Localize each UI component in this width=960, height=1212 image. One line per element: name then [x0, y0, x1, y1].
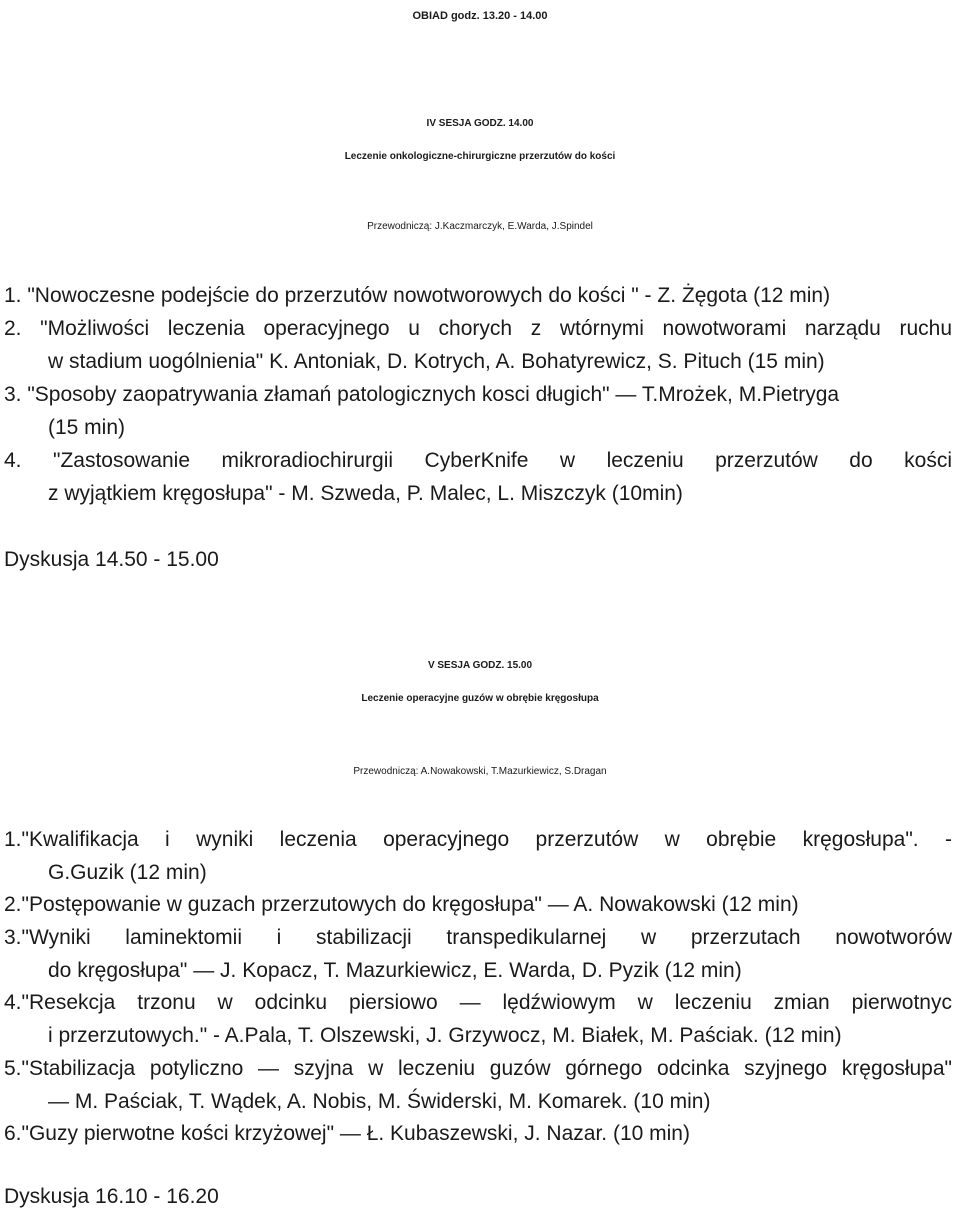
session5-item-1-cont: G.Guzik (12 min)	[48, 861, 207, 884]
session4-item-2-cont: w stadium uogólnienia" K. Antoniak, D. Kotrych, A. Bohatyrewicz, S. Pituch (15 min)	[48, 350, 825, 373]
session5-item-5-cont: — M. Paściak, T. Wądek, A. Nobis, M. Świderski, M. Komarek. (10 min)	[48, 1090, 711, 1113]
session5-item-4: 4."Resekcja trzonu w odcinku piersiowo — lędźwiowym w leczeniu zmian pierwotnyc	[4, 991, 952, 1014]
session5-heading: V SESJA GODZ. 15.00	[427, 660, 533, 671]
session4-item-4: 4. "Zastosowanie mikroradiochirurgii CyberKnife w leczeniu przerzutów do kości	[4, 449, 952, 472]
session4-title: Leczenie onkologiczne-chirurgiczne przerzutów do kości	[344, 151, 616, 162]
session4-discussion: Dyskusja 14.50 - 15.00	[4, 548, 219, 571]
lunch-heading: OBIAD godz. 13.20 - 14.00	[412, 10, 548, 22]
session5-item-1: 1."Kwalifikacja i wyniki leczenia operacyjnego przerzutów w obrębie kręgosłupa". -	[4, 828, 952, 851]
session4-item-3-cont: (15 min)	[48, 416, 126, 439]
session4-item-3: 3. "Sposoby zaopatrywania złamań patologicznych kosci długich" — T.Mrożek, M.Pietryga	[4, 383, 840, 406]
session5-item-2: 2."Postępowanie w guzach przerzutowych do kręgosłupa" — A. Nowakowski (12 min)	[4, 893, 799, 916]
session4-item-2: 2. "Możliwości leczenia operacyjnego u chorych z wtórnymi nowotworami narządu ruchu	[4, 317, 952, 340]
session5-item-4-cont: i przerzutowych." - A.Pala, T. Olszewski, J. Grzywocz, M. Białek, M. Paściak. (12 min)	[48, 1024, 842, 1047]
session5-item-5: 5."Stabilizacja potyliczno — szyjna w leczeniu guzów górnego odcinka szyjnego kręgosłupa"	[4, 1057, 952, 1080]
session4-item-4-cont: z wyjątkiem kręgosłupa" - M. Szweda, P. Malec, L. Miszczyk (10min)	[48, 482, 683, 505]
session4-heading: IV SESJA GODZ. 14.00	[426, 118, 534, 129]
session5-item-6: 6."Guzy pierwotne kości krzyżowej" — Ł. Kubaszewski, J. Nazar. (10 min)	[4, 1122, 690, 1145]
session5-title: Leczenie operacyjne guzów w obrębie kręgosłupa	[361, 693, 599, 704]
session5-discussion: Dyskusja 16.10 - 16.20	[4, 1185, 219, 1208]
session4-chairs: Przewodniczą: J.Kaczmarczyk, E.Warda, J.Spindel	[367, 221, 593, 232]
session5-item-3-cont: do kręgosłupa" — J. Kopacz, T. Mazurkiewicz, E. Warda, D. Pyzik (12 min)	[48, 959, 742, 982]
session5-item-3: 3."Wyniki laminektomii i stabilizacji transpedikularnej w przerzutach nowotworów	[4, 926, 952, 949]
session4-item-1: 1. "Nowoczesne podejście do przerzutów nowotworowych do kości " - Z. Żęgota (12 min)	[4, 284, 831, 307]
session5-chairs: Przewodniczą: A.Nowakowski, T.Mazurkiewicz, S.Dragan	[353, 766, 607, 777]
